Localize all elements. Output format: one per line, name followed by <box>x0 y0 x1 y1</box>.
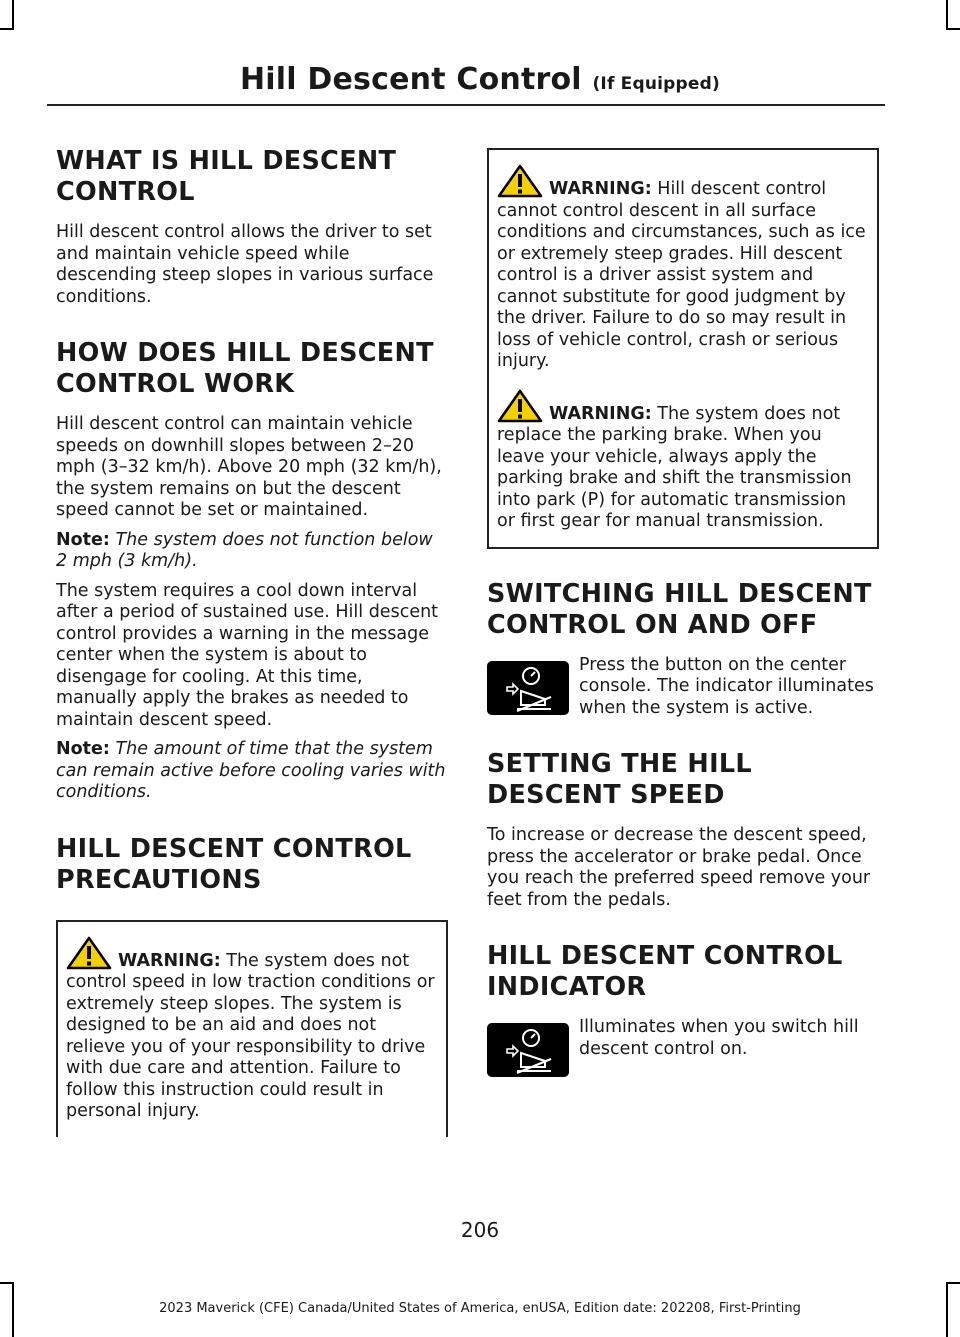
setting-body: To increase or decrease the descent speed, press the accelerator or brake pedal. Once you reach the preferred speed remove your feet from the pedals. <box>487 825 871 910</box>
header-title-suffix: (If Equipped) <box>592 74 720 94</box>
warning-label: WARNING: <box>549 179 652 199</box>
indicator-heading: HILL DESCENT CONTROL INDICATOR <box>487 941 843 1002</box>
indicator-section <box>487 1017 879 1079</box>
note-speed <box>56 530 448 573</box>
warning-box <box>487 148 879 549</box>
note-text: The amount of time that the system can remain active before cooling varies with conditions. <box>56 739 446 802</box>
note-text: The system does not function below 2 mph (3 km/h). <box>56 529 433 571</box>
warning-label: WARNING: <box>118 950 221 971</box>
crop-mark <box>946 1282 960 1284</box>
warning-triangle-icon <box>66 936 112 970</box>
warning-paragraph <box>497 389 867 533</box>
page-header <box>0 62 960 97</box>
warning-text: The system does not replace the parking brake. When you leave your vehicle, always apply the parking brake and shift the transmission into park (P) for automatic transmission or first gear for manual transmission. <box>497 403 852 531</box>
crop-mark <box>0 1282 14 1284</box>
left-column <box>56 146 448 1137</box>
switching-body: Press the button on the center console. The indicator illuminates when the system is active. <box>579 654 874 718</box>
crop-mark <box>0 28 14 30</box>
what-is-heading: WHAT IS HILL DESCENT CONTROL <box>56 146 397 207</box>
header-title: Hill Descent Control <box>240 62 582 97</box>
cooldown-body: The system requires a cool down interval after a period of sustained use. Hill descent control provides a warning in the message center when the system is about to disengage for cooling. At this time, manually apply the brakes as needed to maintain descent speed. <box>56 580 439 730</box>
warning-triangle-icon <box>497 164 543 198</box>
precautions-heading: HILL DESCENT CONTROL PRECAUTIONS <box>56 833 412 895</box>
warning-label: WARNING: <box>549 403 652 424</box>
warning-paragraph <box>66 936 436 1123</box>
warning-box <box>56 920 448 1137</box>
crop-mark <box>946 28 960 30</box>
setting-heading: SETTING THE HILL DESCENT SPEED <box>487 749 752 810</box>
switching-heading: SWITCHING HILL DESCENT CONTROL ON AND OFF <box>487 578 872 640</box>
warning-paragraph <box>497 164 867 373</box>
warning-triangle-icon <box>497 389 543 423</box>
note-label: Note: <box>56 739 110 759</box>
note-cooling <box>56 739 448 804</box>
edition-footer: 2023 Maverick (CFE) Canada/United States of America, enUSA, Edition date: 202208, First-Printing <box>159 1301 801 1316</box>
note-label: Note: <box>56 529 110 550</box>
page-number: 206 <box>460 1218 500 1242</box>
hill-descent-control-icon <box>487 661 569 715</box>
warning-text: The system does not control speed in low traction conditions or extremely steep slopes. The system is designed to be an aid and does not relieve you of your responsibility to drive with due care and attention. Failure to follow this instruction could result in personal injury. <box>66 950 435 1121</box>
hill-descent-control-icon <box>487 1023 569 1077</box>
header-divider <box>47 104 885 106</box>
right-column <box>487 148 879 1079</box>
switching-section <box>487 655 879 720</box>
warning-text: Hill descent control cannot control descent in all surface conditions and circumstances, such as ice or extremely steep grades. Hill descent control is a driver assist system and cannot substitute for good judgment by the driver. Failure to do so may result in loss of vehicle control, crash or serious injury. <box>497 179 866 371</box>
what-is-body: Hill descent control allows the driver to set and maintain vehicle speed while descending steep slopes in various surface conditions. <box>56 222 434 307</box>
crop-mark <box>946 0 948 28</box>
crop-mark <box>12 0 14 28</box>
indicator-body: Illuminates when you switch hill descent control on. <box>579 1017 859 1059</box>
how-works-heading: HOW DOES HILL DESCENT CONTROL WORK <box>56 338 434 399</box>
how-works-body: Hill descent control can maintain vehicle speeds on downhill slopes between 2–20 mph (3–32 km/h). Above 20 mph (32 km/h), the system remains on but the descent speed cannot be set or maintained. <box>56 414 442 520</box>
